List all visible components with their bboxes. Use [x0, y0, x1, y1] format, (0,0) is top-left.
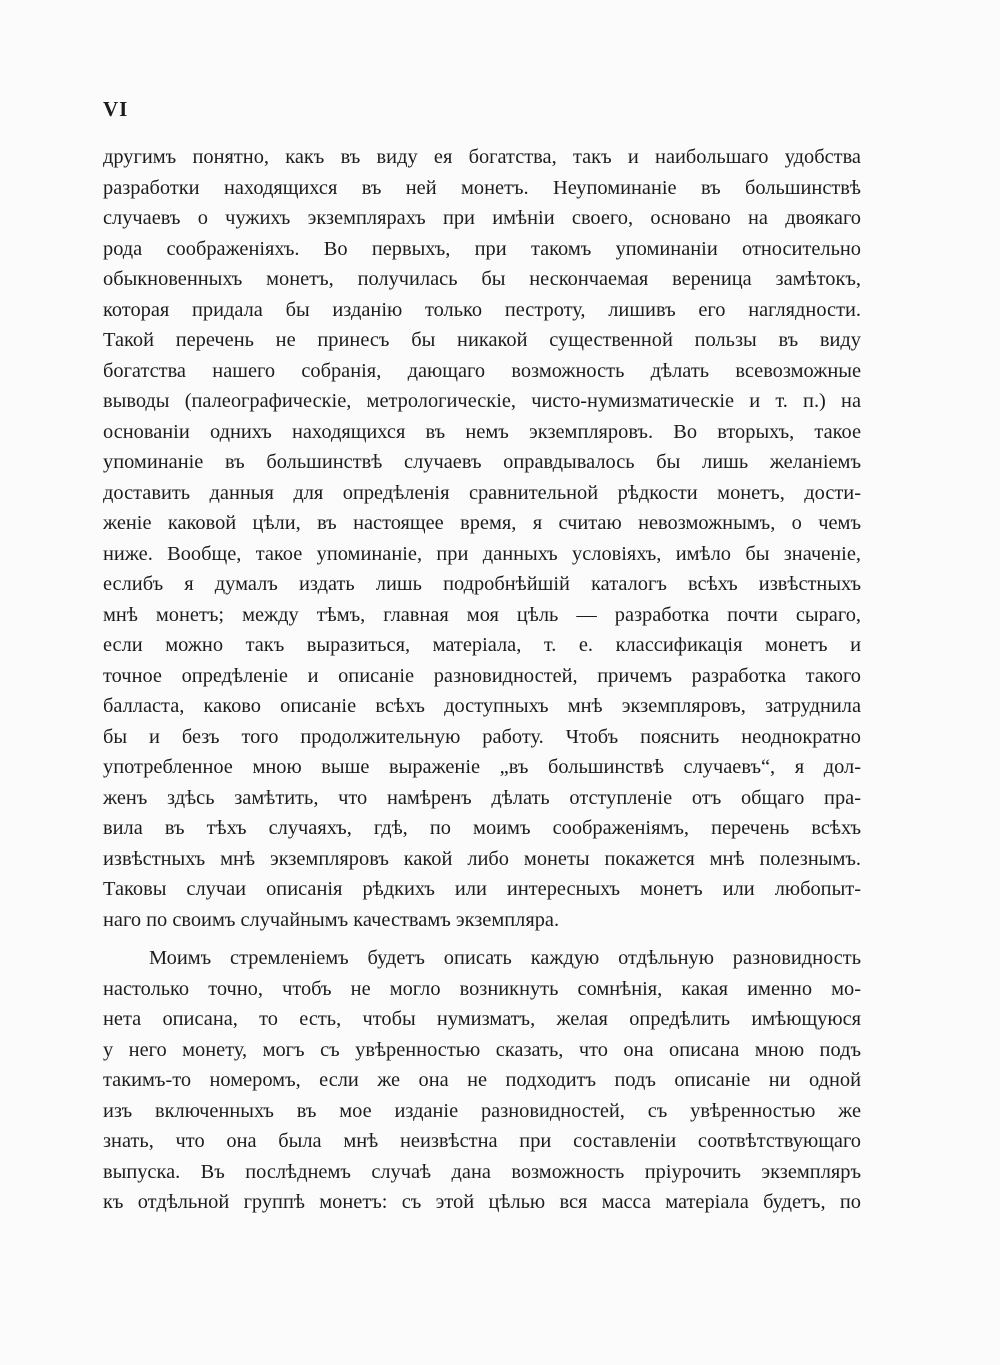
text-line: наго по своимъ случайнымъ качествамъ экземпляра. [103, 908, 560, 931]
text-line: ниже. Вообще, такое упоминаніе, при данныхъ условіяхъ, имѣло бы значеніе, [103, 542, 861, 565]
text-line: вила въ тѣхъ случаяхъ, гдѣ, по моимъ соображеніямъ, перечень всѣхъ [103, 817, 861, 839]
text-line: выпуска. Въ послѣднемъ случаѣ дана возможность пріурочить экземпляръ [103, 1160, 861, 1183]
page-number: VI [103, 97, 129, 121]
text-line: рода соображеніяхъ. Во первыхъ, при такомъ упоминаніи относительно [103, 237, 861, 260]
text-line: бы и безъ того продолжительную работу. Чтобъ пояснить неоднократно [103, 725, 861, 748]
paragraph-gap [103, 935, 861, 943]
body-text [103, 142, 861, 1218]
text-line: мнѣ монетъ; между тѣмъ, главная моя цѣль — разработка почти сыраго, [103, 603, 861, 626]
paragraph-2 [103, 943, 861, 1218]
text-line: женіе каковой цѣли, въ настоящее время, я считаю невозможнымъ, о чемъ [103, 512, 861, 534]
text-line: если можно такъ выразиться, матеріала, т. е. классификація монетъ и [103, 634, 861, 656]
text-line: Таковы случаи описанія рѣдкихъ или интересныхъ монетъ или любопыт- [103, 878, 861, 900]
text-line: другимъ понятно, какъ въ виду ея богатства, такъ и наибольшаго удобства [103, 146, 861, 168]
text-line: богатства нашего собранія, дающаго возможность дѣлать всевозможные [103, 359, 861, 382]
text-line: нета описана, то есть, чтобы нумизматъ, желая опредѣлить имѣющуюся [103, 1008, 861, 1030]
text-line: къ отдѣльной группѣ монетъ: съ этой цѣлью вся масса матеріала будетъ, по [103, 1191, 861, 1213]
text-line: такимъ-то номеромъ, если же она не подходитъ подъ описаніе ни одной [103, 1069, 861, 1091]
text-line: знать, что она была мнѣ неизвѣстна при составленіи соотвѣтствующаго [103, 1130, 861, 1152]
text-line: у него монету, могъ съ увѣренностью сказать, что она описана мною подъ [103, 1038, 861, 1061]
text-line: упоминаніе въ большинствѣ случаевъ оправдывалось бы лишь желаніемъ [103, 451, 861, 473]
text-line: извѣстныхъ мнѣ экземпляровъ какой либо монеты покажется мнѣ полезнымъ. [103, 847, 861, 870]
text-line: Такой перечень не принесъ бы никакой существенной пользы въ виду [103, 329, 861, 351]
text-line: женъ здѣсь замѣтить, что намѣренъ дѣлать отступленіе отъ общаго пра- [103, 786, 861, 809]
text-line: балласта, каково описаніе всѣхъ доступныхъ мнѣ экземпляровъ, затруднила [103, 695, 861, 717]
text-line: точное опредѣленіе и описаніе разновидностей, причемъ разработка такого [103, 664, 861, 687]
text-line: настолько точно, чтобъ не могло возникнуть сомнѣнія, какая именно мо- [103, 977, 861, 1000]
paragraph-1 [103, 142, 861, 935]
text-line: основаніи однихъ находящихся въ немъ экземпляровъ. Во вторыхъ, такое [103, 420, 861, 443]
text-line: изъ включенныхъ въ мое изданіе разновидностей, съ увѣренностью же [103, 1099, 861, 1122]
text-line: еслибъ я думалъ издать лишь подробнѣйшій каталогъ всѣхъ извѣстныхъ [103, 573, 861, 595]
text-line: разработки находящихся въ ней монетъ. Неупоминаніе въ большинствѣ [103, 176, 861, 199]
text-line: обыкновенныхъ монетъ, получилась бы нескончаемая вереница замѣтокъ, [103, 268, 861, 290]
text-line: случаевъ о чужихъ экземплярахъ при имѣніи своего, основано на двоякаго [103, 207, 861, 229]
text-line: доставить данныя для опредѣленія сравнительной рѣдкости монетъ, дости- [103, 481, 861, 504]
text-line: выводы (палеографическіе, метрологическіе, чисто-нумизматическіе и т. п.) на [103, 390, 861, 412]
text-line: которая придала бы изданію только пестроту, лишивъ его наглядности. [103, 298, 861, 321]
text-line: Моимъ стремленіемъ будетъ описать каждую отдѣльную разновидность [149, 947, 861, 969]
text-line: употребленное мною выше выраженіе „въ большинствѣ случаевъ“, я дол- [103, 756, 861, 778]
